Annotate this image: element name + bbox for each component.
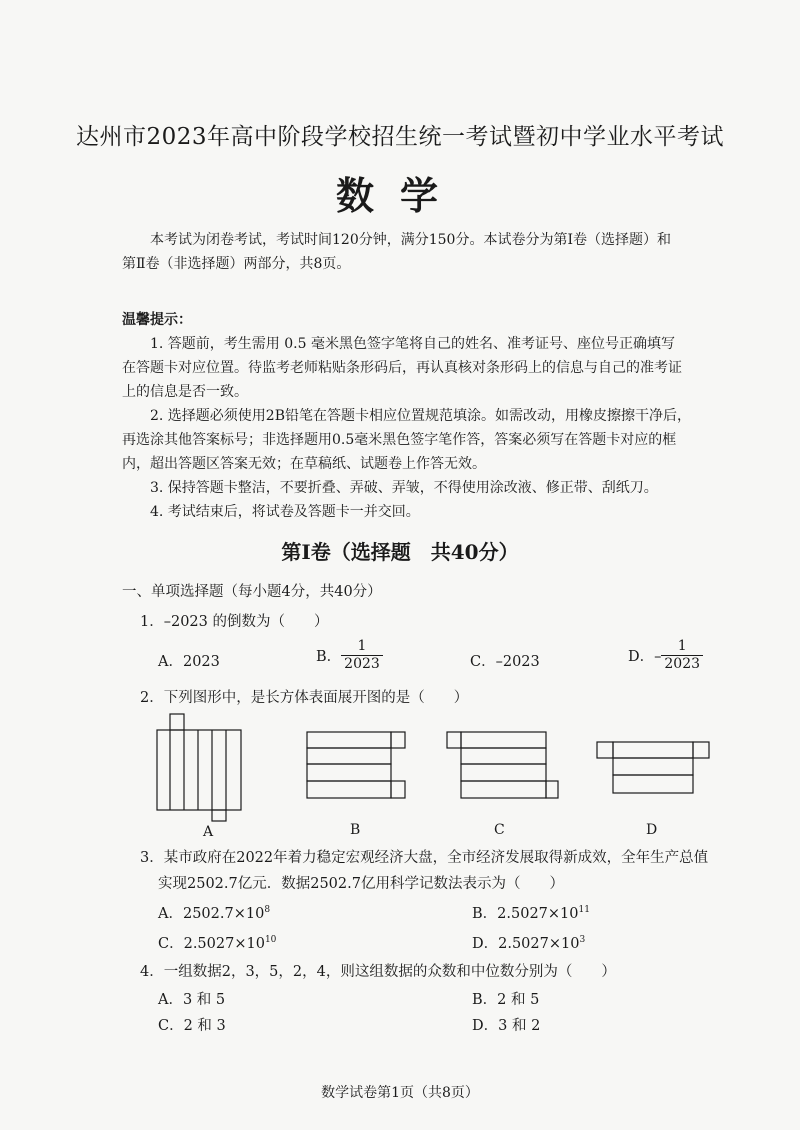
subject-title: 数学	[335, 173, 464, 218]
q3-stem-line-2: 实现2502.7亿元．数据2502.7亿用科学记数法表示为（ ）	[158, 876, 564, 892]
notice-line: 在答题卡对应位置。待监考老师粘贴条形码后，再认真核对条形码上的信息与自己的准考证	[122, 360, 682, 376]
net-figure-c	[440, 728, 560, 804]
notice-line: 再选涂其他答案标号；非选择题用0.5毫米黑色签字笔作答，答案必须写在答题卡对应的框	[122, 432, 677, 448]
net-figure-d	[590, 736, 715, 802]
q1-d-numerator: 1	[677, 638, 687, 654]
q2-stem: 2．下列图形中，是长方体表面展开图的是（ ）	[140, 690, 469, 706]
notice-line: 内，超出答题区答案无效；在草稿纸、试题卷上作答无效。	[122, 456, 486, 472]
q1-d-denominator: 2023	[661, 655, 703, 673]
q3-option-b: B．$2.5027\times 10^{11}$	[472, 905, 590, 922]
notice-line: 1. 答题前，考生需用 0.5 毫米黑色签字笔将自己的姓名、准考证号、座位号正确填写	[150, 336, 675, 352]
q3-stem-line-1: 3．某市政府在2022年着力稳定宏观经济大盘，全市经济发展取得新成效，全年生产总值	[140, 850, 709, 866]
intro-line-2: 第Ⅱ卷（非选择题）两部分，共8页。	[122, 256, 351, 272]
q3-option-d: D．$2.5027\times 10^3$	[472, 935, 586, 952]
notice-line: 上的信息是否一致。	[122, 384, 248, 400]
q4-option-c: C．2 和 3	[158, 1018, 226, 1034]
q1-option-c: C．–2023	[470, 654, 540, 670]
q1-option-d: D．– $\frac{1}{2023}$	[628, 638, 703, 673]
q4-option-d: D．3 和 2	[472, 1018, 541, 1034]
page-footer: 数学试卷第1页（共8页）	[321, 1085, 479, 1101]
exam-title: 达州市2023年高中阶段学校招生统一考试暨初中学业水平考试	[75, 124, 725, 150]
q1-option-b: B． $\frac{1}{2023}$	[316, 638, 383, 673]
net-label-a: A	[203, 824, 214, 840]
q4-option-b: B．2 和 5	[472, 992, 540, 1008]
q1-stem: 1．–2023 的倒数为（ ）	[140, 614, 329, 630]
net-label-d: D	[646, 822, 658, 838]
q3-option-c: C．$2.5027\times 10^{10}$	[158, 935, 277, 952]
q1-option-a: A．2023	[158, 654, 220, 670]
q4-option-a: A．3 和 5	[158, 992, 226, 1008]
q3-option-a: A．$2502.7\times 10^8$	[158, 905, 271, 922]
notice-line: 4. 考试结束后，将试卷及答题卡一并交回。	[150, 504, 420, 520]
intro-line-1: 本考试为闭卷考试，考试时间120分钟，满分150分。本试卷分为第Ⅰ卷（选择题）和	[150, 232, 671, 248]
notice-line: 2. 选择题必须使用2B铅笔在答题卡相应位置规范填涂。如需改动，用橡皮擦擦干净后，	[150, 408, 692, 424]
notice-heading: 温馨提示：	[122, 312, 192, 328]
section-title: 第Ⅰ卷（选择题 共40分）	[281, 540, 519, 564]
q1-b-denominator: 2023	[341, 655, 383, 673]
part-heading: 一、单项选择题（每小题4分，共40分）	[122, 584, 382, 600]
net-label-b: B	[350, 822, 361, 838]
net-figure-b	[300, 728, 410, 804]
notice-line: 3. 保持答题卡整洁，不要折叠、弄破、弄皱，不得使用涂改液、修正带、刮纸刀。	[150, 480, 658, 496]
q1-b-numerator: 1	[357, 638, 367, 654]
q4-stem: 4．一组数据2，3，5，2，4，则这组数据的众数和中位数分别为（ ）	[140, 964, 616, 980]
net-label-c: C	[494, 822, 505, 838]
net-figure-a	[150, 710, 250, 822]
